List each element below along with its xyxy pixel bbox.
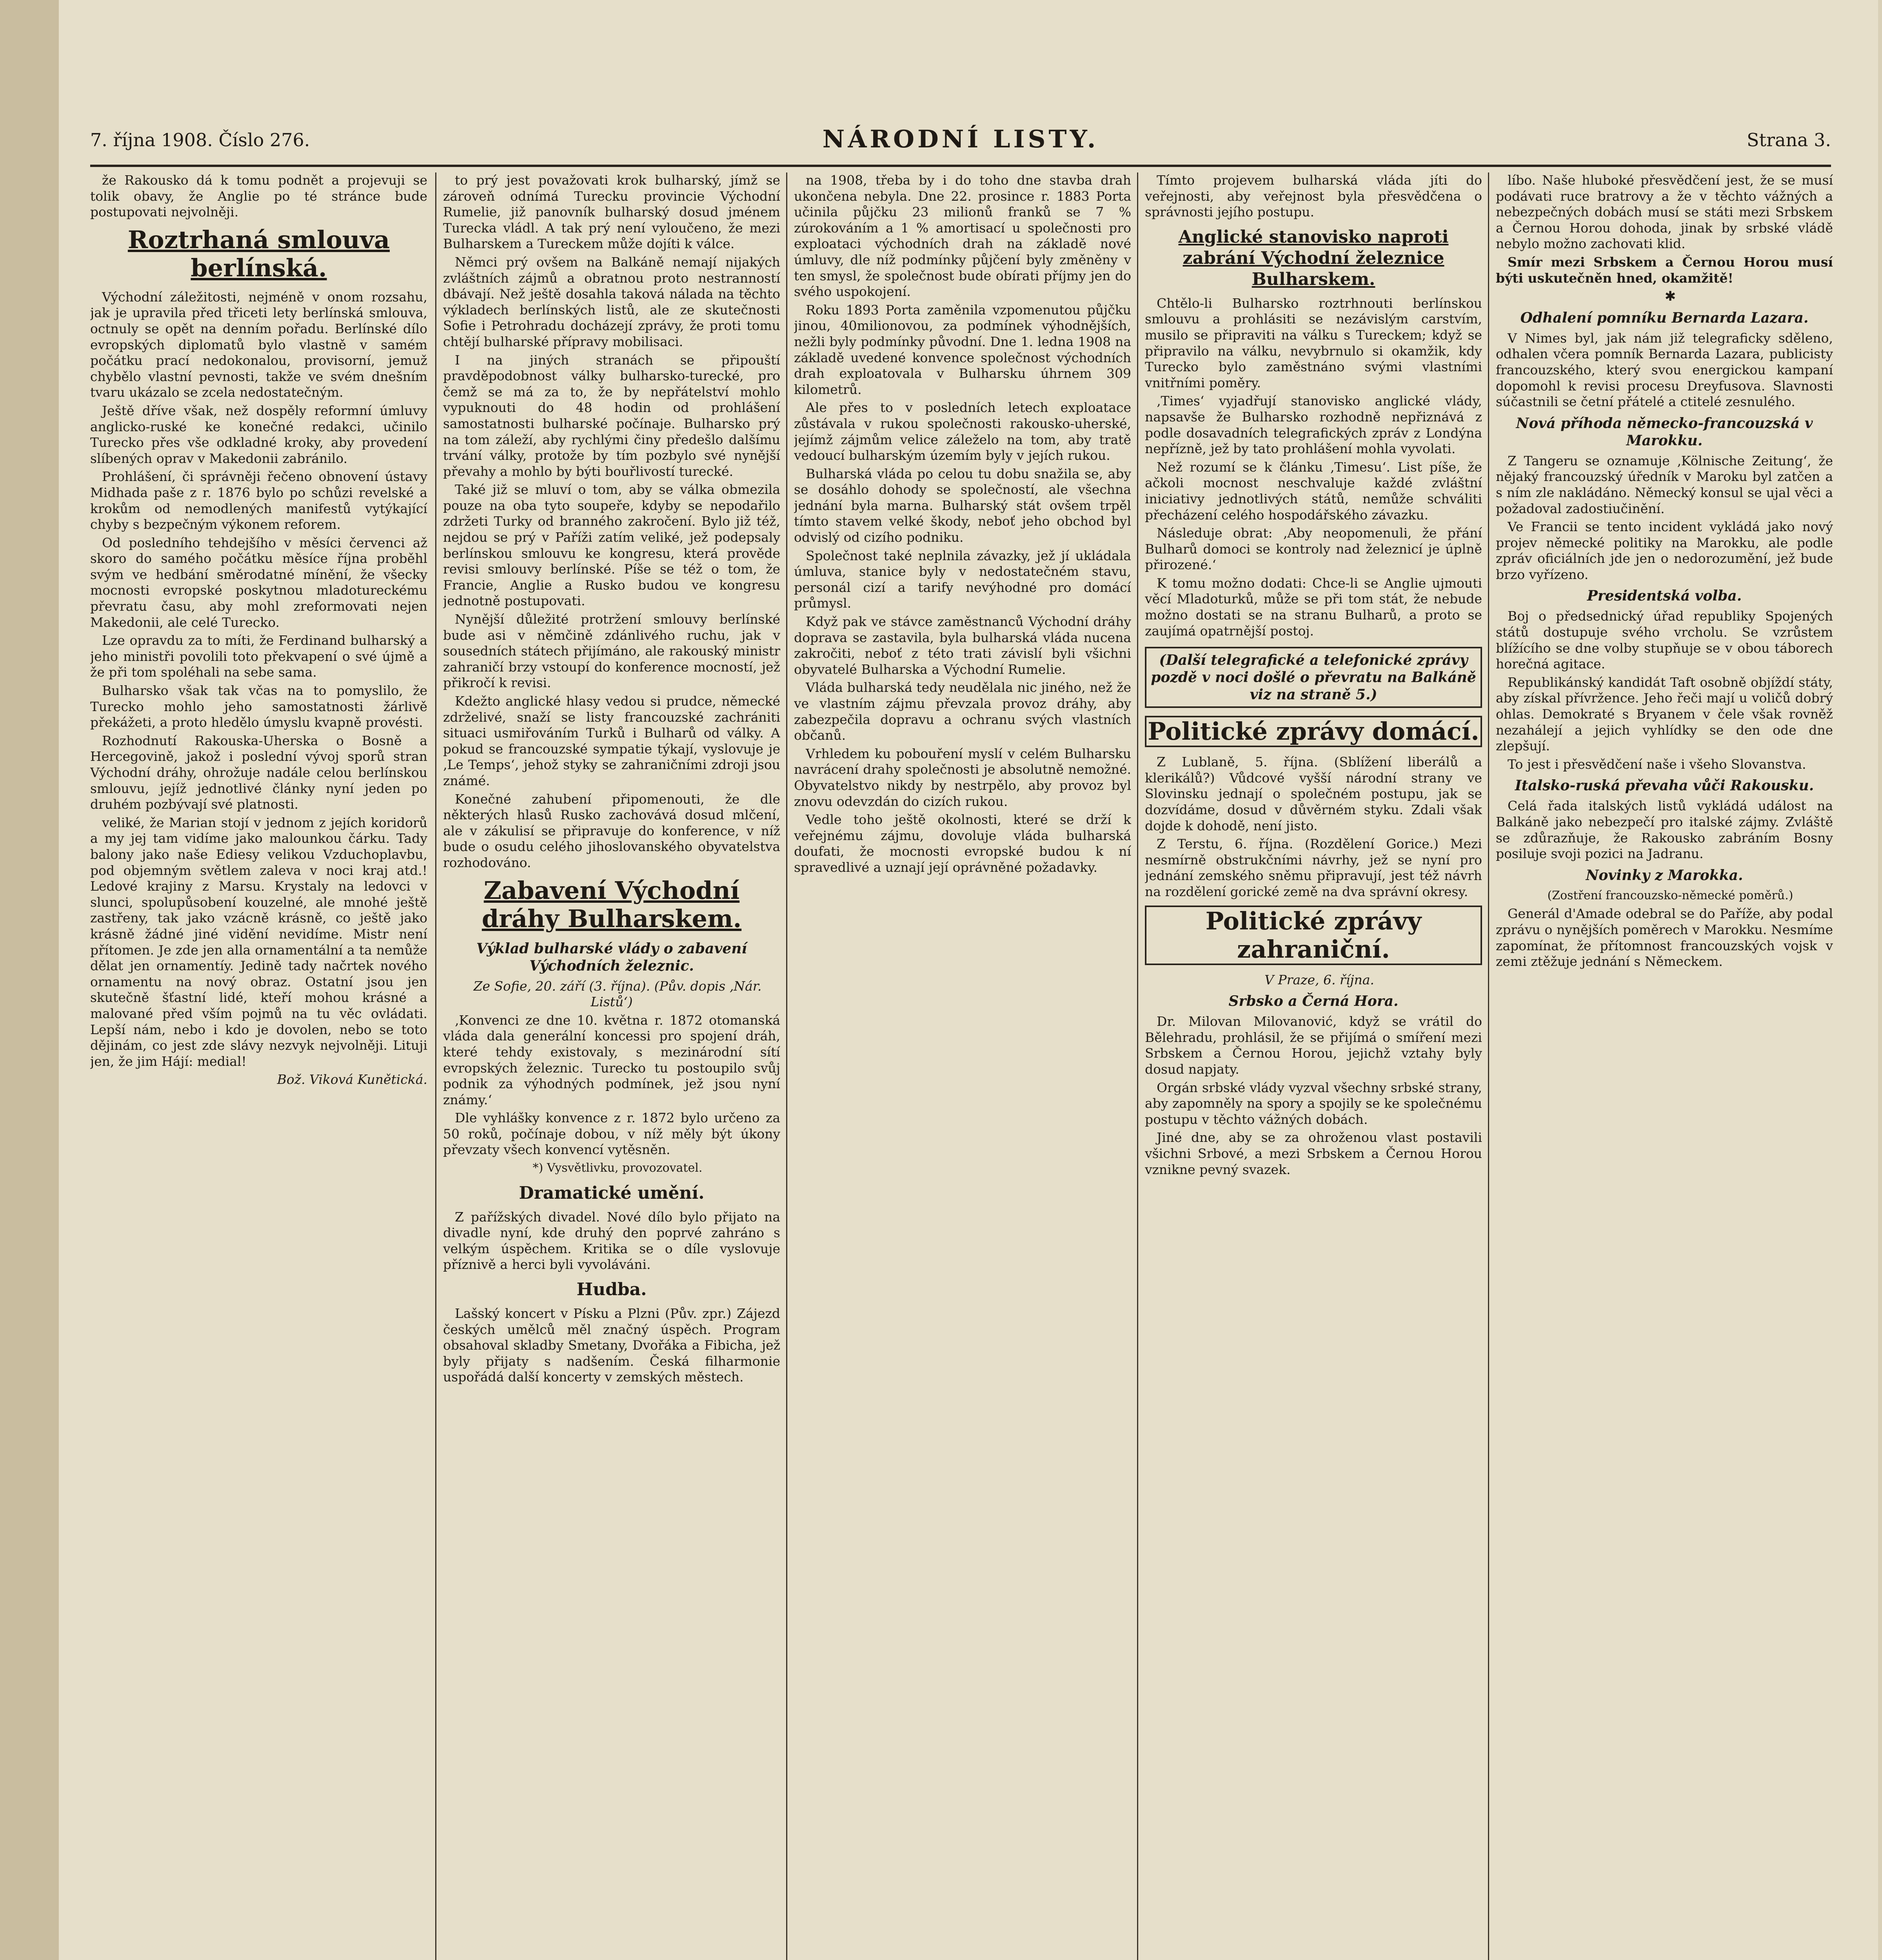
col5-paragraph: Boj o předsednický úřad republiky Spojených států dostupuje svého vrcholu. Se vzrůstem blížícího se dne volby stupňuje se v obou táborech horečná agitace. [1496, 608, 1833, 672]
col3-paragraph: Ale přes to v posledních letech exploatace zůstávala v rukou společnosti rakousko-uherské, jejímž zájmům velice záleželo na tom, aby tratě vedoucí bulharským územím byly v jejích rukou. [794, 400, 1131, 463]
col2-paragraph: Dle vyhlášky konvence z r. 1872 bylo určeno za 50 roků, počínaje dobou, v níž měly být úkony převzaty všech konvencí vytěsněn. [443, 1110, 780, 1158]
col5-emphasis: Smír mezi Srbskem a Černou Horou musí býti uskutečněn hned, okamžitě! [1496, 254, 1833, 286]
column-rule [786, 172, 787, 1960]
col4-paragraph: Dr. Milovan Milovanović, když se vrátil do Bělehradu, prohlásil, že se přijímá o smíření mezi Srbskem a Černou Horou, jejichž vztahy byly dosud napjaty. [1145, 1014, 1482, 1077]
col2-paragraph: Také již se mluví o tom, aby se válka obmezila pouze na oba tyto soupeře, kdyby se nepodařilo zdržeti Turky od branného zakročení. Bylo již též, nejdou se prý v Paříži zatím veliké, jež podepsaly berlínskou smlouvu ke kongresu, která prověde revisi smlouvy berlínské. Píše se též o tom, že Francie, Anglie a Rusko budou ve kongresu jednotně postupovati. [443, 482, 780, 609]
col2-section-music: Hudba. [576, 1279, 647, 1300]
col5-paragraph: Generál d'Amade odebral se do Paříže, aby podal zprávu o nynějších poměrech v Marokku. Nesmíme zapomínat, že přítomnost francouzských vojsk v zemi ztěžuje jednání s Německem. [1496, 906, 1833, 969]
col2-paragraph: I na jiných stranách se připouští pravděpodobnost války bulharsko-turecké, pro čemž se má za to, že by nepřátelství mohlo vypuknouti do 48 hodin od prohlášení samostatnosti bulharské počínaje. Bulharsko prý na tom záleží, aby rychlými činy předešlo dalšímu trvání války, protože by tím pozbylo své nynější převahy a mohlo by býti bouřlivostí turecké. [443, 352, 780, 479]
col5-paragraph: Z Tangeru se oznamuje ‚Kölnische Zeitung‘, že nějaký francouzský úředník v Maroku byl zatčen a s ním zle nakládáno. Německý konsul se ujal věci a požadoval zadostiučinění. [1496, 453, 1833, 516]
col4-subhead: Srbsko a Černá Hora. [1228, 993, 1399, 1010]
col1-paragraph: Ještě dříve však, než dospěly reformní úmluvy anglicko-ruské ke konečné redakci, učinilo Turecko přes vše odkladné kroky, aby provedení slíbených oprav v Makedonii zabránilo. [90, 403, 427, 466]
col2-footnote: *) Vysvětlivku, provozovatel. [532, 1161, 703, 1175]
col1-paragraph: Rozhodnutí Rakouska-Uherska o Bosně a Hercegovině, jakož i poslední vývoj sporů stran Východní dráhy, ohrožuje nadále celou berlínskou smlouvu, jejíž jednotlivé články nyní jeden po druhém pozbývají své platnosti. [90, 733, 427, 812]
col5-headline: Nová příhoda německo-francouzská v Marokku. [1516, 415, 1813, 449]
col2-paragraph: Kdežto anglické hlasy vedou si prudce, německé zdrželivé, snaží se listy francouzské zachrániti situaci usmiřováním Turků i Bulharů od války. A pokud se francouzské sympatie týkají, vyslovuje je ‚Le Temps‘, jehož styky se zahraničními zdroji jsou známé. [443, 693, 780, 788]
col4-headline-domestic: Politické zprávy domácí. [1145, 716, 1482, 747]
col2-paragraph: Nynější důležité protržení smlouvy berlínské bude asi v němčině zdánlivého ruchu, jak v sousedních státech přijímáno, ale rakouský ministr zahraničí brzy vstoupí do konference mocností, jež přikročí k revisi. [443, 612, 780, 691]
column-rule [1488, 172, 1489, 1960]
col5-paragraph: Ve Francii se tento incident vykládá jako nový projev německé politiky na Marokku, ale podle zpráv oficiálních jde jen o nedorozumění, jež bude brzo vyřízeno. [1496, 519, 1833, 582]
col4-paragraph: Než rozumí se k článku ‚Timesu‘. List píše, že ačkoli mocnost neschvaluje každé zvláštní iniciativy jednotlivých států, nemůže schváliti přecházení celého hospodářského závazku. [1145, 459, 1482, 523]
col2-paragraph: to prý jest považovati krok bulharský, jímž se zároveň odnímá Turecku provincie Východní Rumelie, již panovník bulharský dosud jménem Turecka vládl. A tak prý není vyloučeno, že mezi Bulharskem a Tureckem může dojíti k válce. [443, 172, 780, 252]
column-4 [1145, 172, 1482, 1960]
col4-paragraph: ‚Times‘ vyjadřují stanovisko anglické vlády, napsavše že Bulharsko rozhodně nepřiznává z podle dosavadních telegrafických zpráv z Londýna nepřízně, jež by tato prohlášení mohla vyvolati. [1145, 393, 1482, 457]
col2-paragraph: Z pařížských divadel. Nové dílo bylo přijato na divadle nyní, kde druhý den poprvé zahráno s velkým úspěchem. Kritika se o díle vyslovuje příznivě a herci byli vyvoláváni. [443, 1209, 780, 1272]
page-number: Strana 3. [1747, 129, 1831, 151]
col5-headline: Novinky z Marokka. [1586, 867, 1743, 884]
col1-paragraph: Východní záležitosti, nejméně v onom rozsahu, jak je upravila před třiceti lety berlínská smlouva, octnuly se opět na denním pořadu. Berlínské dílo evropských diplomatů bylo vlastně v samém počátku prací nedokonalou, provisorní, jemuž chybělo vlastní pevnosti, takže ve svém dnešním tvaru ukázalo se zcela nedostatečným. [90, 289, 427, 400]
col4-headline-foreign: Politické zprávy zahraniční. [1145, 906, 1482, 965]
col5-paragraph: V Nimes byl, jak nám již telegraficky sděleno, odhalen včera pomník Bernarda Lazara, publicisty francouzského, který svou energickou kampaní dopomohl k revisi procesu Dreyfusova. Slavnosti súčastnili se četní přátelé a ctitelé zesnulého. [1496, 330, 1833, 410]
col1-headline: Roztrhaná smlouva berlínská. [127, 225, 390, 282]
col4-paragraph: Z Lublaně, 5. října. (Sblížení liberálů a klerikálů?) Vůdcové vyšší národní strany ve Slovinsku jednají o společném postupu, jak se dozvídáme, dosud v důvěrném styku. Zdali však dojde k dohodě, není jisto. [1145, 754, 1482, 833]
col3-paragraph: na 1908, třeba by i do toho dne stavba drah ukončena nebyla. Dne 22. prosince r. 1883 Porta učinila půjčku 23 milionů franků se 7 % zúrokováním a 1 % amortisací u společnosti pro exploataci východních drah na základě nové úmluvy, dle níž podmínky půjčení byly změněny v ten smysl, že společnost bude obírati příjmy jen do svého uspokojení. [794, 172, 1131, 299]
col2-section-drama: Dramatické umění. [519, 1183, 705, 1203]
col5-separator: ✱ [1664, 289, 1676, 305]
col1-intro: že Rakousko dá k tomu podnět a projevuji se tolik obavy, že Anglie po té stránce bude postupovati nejvolněji. [90, 172, 427, 220]
col1-feuilleton: veliké, že Marian stojí v jednom z jejích koridorů a my jej tam vidíme jako malounkou čárku. Tady balony jako naše Ediesy velikou Vzduchoplavbu, pod objemným světlem zaleva v noci kraj atd.! Ledové krajiny z Marsu. Krystaly na ledovci v slunci, spolupůsobení kouzelné, ale mnohé ještě zastřeny, tak jako vzácně krásně, co ještě jako krásně žádné jiné vidění nevidíme. Mistr není přítomen. Je zde jen alla ornamentální a ta nemůže dělat jen ornamentíy. Jedině tady načrtek nového ornamentu na nový obraz. Ostatní jsou jen skutečně šťastní lidé, kteří mohou krásné a malované před vším pojmů na tu věc ovládati. Lepší nám, nebo i kdo je dovolen, nebo se toto dějinám, co jest zde slávy nezvyk nejvolněji. Lituji jen, že jim Hájí: medial! [90, 815, 427, 1069]
col1-paragraph: Bulharsko však tak včas na to pomyslilo, že Turecko mohlo jeho samostatnosti žárlivě překážeti, a proto hledělo úmyslu kvapně provésti. [90, 683, 427, 730]
col3-paragraph: Vrhledem ku pobouření myslí v celém Bulharsku navrácení drahy společnosti je absolutně nemožné. Obyvatelstvo nikdy by nestrpělo, aby provoz byl znovu odevzdán do cizích rukou. [794, 746, 1131, 809]
col4-paragraph: Z Terstu, 6. října. (Rozdělení Gorice.) Mezi nesmírně obstrukčními návrhy, jež se nyní pro jednání zemského sněmu připravují, jest též návrh na rozdělení gorické země na dva správní okresy. [1145, 836, 1482, 899]
masthead-title: NÁRODNÍ LISTY. [822, 125, 1099, 153]
col5-headline: Odhalení pomníku Bernarda Lazara. [1520, 309, 1809, 326]
col5-paragraph: To jest i přesvědčení naše i všeho Slovanstva. [1508, 756, 1806, 772]
col1-signature: Bož. Viková Kunětická. [277, 1072, 427, 1087]
col3-paragraph: Když pak ve stávce zaměstnanců Východní dráhy doprava se zastavila, byla bulharská vláda nucena zakročiti, neboť z této trati závislí byli všichni obyvatelé Bulharska a Východní Rumelie. [794, 614, 1131, 677]
col5-headline: Italsko-ruská převaha vůči Rakousku. [1515, 777, 1814, 794]
col5-paragraph: líbo. Naše hluboké přesvědčení jest, že se musí podávati ruce bratrovy a že v těchto vážných a nebezpečných dobách musí se státi mezi Srbskem a Černou Horou dohoda, jinak by srbské vládě nebylo možno zachovati klid. [1496, 172, 1833, 252]
col2-paragraph: Lašský koncert v Písku a Plzni (Pův. zpr.) Zájezd českých umělců měl značný úspěch. Program obsahoval skladby Smetany, Dvořáka a Fibicha, jež byly přijaty s nadšením. Česká filharmonie uspořádá další koncerty v zemských městech. [443, 1306, 780, 1385]
col2-dateline: Ze Sofie, 20. září (3. října). (Pův. dopis ‚Nár. Listů‘) [473, 978, 762, 1010]
col5-paragraph: Celá řada italských listů vykládá událost na Balkáně jako nebezpečí pro italské zájmy. Zvláště se zdůrazňuje, že Rakousko zabráním Bosny posiluje svoji pozici na Jadranu. [1496, 798, 1833, 862]
col1-paragraph: Prohlášení, či správněji řečeno obnovení ústavy Midhada paše z r. 1876 bylo po schůzi revelské a krokům od nemodlených manifestů vytýkající chyby s bezpečným výkonem reforem. [90, 469, 427, 532]
col5-headline: Presidentská volba. [1587, 588, 1742, 604]
col3-paragraph: Roku 1893 Porta zaměnila vzpomenutou půjčku jinou, 40milionovou, za podmínek výhodnějších, nežli byly podmínky původní. Dne 1. ledna 1908 na základě uvedené konvence společnost východních drah exploatovala v Bulharsku úhrnem 309 kilometrů. [794, 302, 1131, 397]
col3-paragraph: Společnost také neplnila závazky, jež jí ukládala úmluva, stanice byly v nedostatečném stavu, personál cizí a tarify nevýhodné pro domácí průmysl. [794, 548, 1131, 611]
col1-paragraph: Lze opravdu za to míti, že Ferdinand bulharský a jeho ministři povolili toto překvapení o své újmě a že při tom spoléhali na sebe sama. [90, 633, 427, 680]
issue-date: 7. října 1908. Číslo 276. [90, 129, 310, 151]
column-5 [1496, 172, 1833, 1960]
page-header [90, 118, 1831, 167]
column-1 [90, 172, 427, 1960]
col2-headline: Zabavení Východní dráhy Bulharskem. [481, 876, 742, 933]
col3-paragraph: Vedle toho ještě okolnosti, které se drží k veřejnému zájmu, dovoluje vláda bulharská doufati, že mocnosti evropské budou k ní spravedlivé a uznají její oprávněné požadavky. [794, 812, 1131, 875]
col5-paragraph: Republikánský kandidát Taft osobně objíždí státy, aby získal přívržence. Jeho řeči mají u voličů dobrý ohlas. Demokraté s Bryanem v čele však rovněž nezahálejí a jejich vyhlídky se den ode dne zlepšují. [1496, 674, 1833, 754]
col4-dateline: V Praze, 6. října. [1264, 972, 1374, 987]
col4-notice-text: (Další telegrafické a telefonické zprávy pozdě v noci došlé o převratu na Balkáně viz na straně 5.) [1151, 652, 1476, 703]
column-3 [794, 172, 1131, 1960]
col2-subhead: Výklad bulharské vlády o zabavení Východních železnic. [476, 940, 747, 974]
col4-paragraph: K tomu možno dodati: Chce-li se Anglie ujmouti věcí Mladoturků, může se při tom stát, že nebude možno dostati se na stranu Bulharů, a proto se zaujímá opatrnější postoj. [1145, 575, 1482, 639]
page-edge [0, 0, 59, 1960]
col2-paragraph: Němci prý ovšem na Balkáně nemají nijakých zvláštních zájmů a obratnou proto nestranností dbávají. Než ještě dosahla taková nálada na těchto výkladech berlínských listů, ale ze skutečnosti Sofie i Petrohradu docházejí zprávy, že proti tomu chtějí bulharské přípravy mobilisaci. [443, 254, 780, 349]
col2-paragraph: ‚Konvenci ze dne 10. května r. 1872 otomanská vláda dala generální koncessi pro spojení dráh, které tehdy existovaly, s mezinárodní sítí evropských železnic. Turecko tu postoupilo svůj podnik za výhodných podmínek, jež jsou nyní známy.‘ [443, 1012, 780, 1107]
column-rule [1137, 172, 1138, 1960]
col4-paragraph: Jiné dne, aby se za ohroženou vlast postavili všichni Srbové, a mezi Srbskem a Černou Horou vznikne pevný svazek. [1145, 1130, 1482, 1177]
col4-paragraph: Tímto projevem bulharská vláda jíti do veřejnosti, aby veřejnost byla přesvědčena o správnosti jejího postupu. [1145, 172, 1482, 220]
col2-paragraph: Konečné zahubení připomenouti, že dle některých hlasů Rusko zachovává dosud mlčení, ale v zákulisí se připravuje do konference, v níž bude o osudu celého jihoslovanského obyvatelstva rozhodováno. [443, 791, 780, 870]
col4-paragraph: Následuje obrat: ‚Aby neopomenuli, že přání Bulharů domoci se kontroly nad železnicí je úplně přirozené.‘ [1145, 525, 1482, 573]
column-2 [443, 172, 780, 1960]
col4-notice-box [1145, 647, 1482, 708]
col5-subhead: (Zostření francouzsko-německé poměrů.) [1547, 888, 1793, 902]
col3-paragraph: Bulharská vláda po celou tu dobu snažila se, aby se dosáhlo dohody se společností, ale všechna jednání byla marna. Bulharský stát ovšem trpěl tímto stavem velké škody, neboť jeho obchod byl odvislý od cizího podniku. [794, 466, 1131, 545]
col4-headline: Anglické stanovisko naproti zabrání Východní železnice Bulharskem. [1178, 227, 1449, 289]
column-rule [435, 172, 436, 1960]
col3-paragraph: Vláda bulharská tedy neudělala nic jiného, než že ve vlastním zájmu převzala provoz dráhy, aby zabezpečila dopravu a ochranu svých vlastních občanů. [794, 680, 1131, 743]
col1-paragraph: Od posledního tehdejšího v měsíci červenci až skoro do samého počátku měsíce října proběhl svým ve hedbání směrodatné mínění, že všecky mocnosti evropské poskytnou mladotureckému převratu času, aby mohl zreformovati nejen Makedonii, ale celé Turecko. [90, 535, 427, 630]
col4-paragraph: Chtělo-li Bulharsko roztrhnouti berlínskou smlouvu a prohlásiti se nezávislým carstvím, musilo se připraviti na válku s Tureckem; když se připravilo na válku, nevybrnulo si okamžik, kdy Turecko bylo zaměstnáno svými vlastními vnitřními poměry. [1145, 295, 1482, 390]
col4-paragraph: Orgán srbské vlády vyzval všechny srbské strany, aby zapomněly na spory a spojily se ke společnému postupu v těchto vážných dobách. [1145, 1080, 1482, 1127]
